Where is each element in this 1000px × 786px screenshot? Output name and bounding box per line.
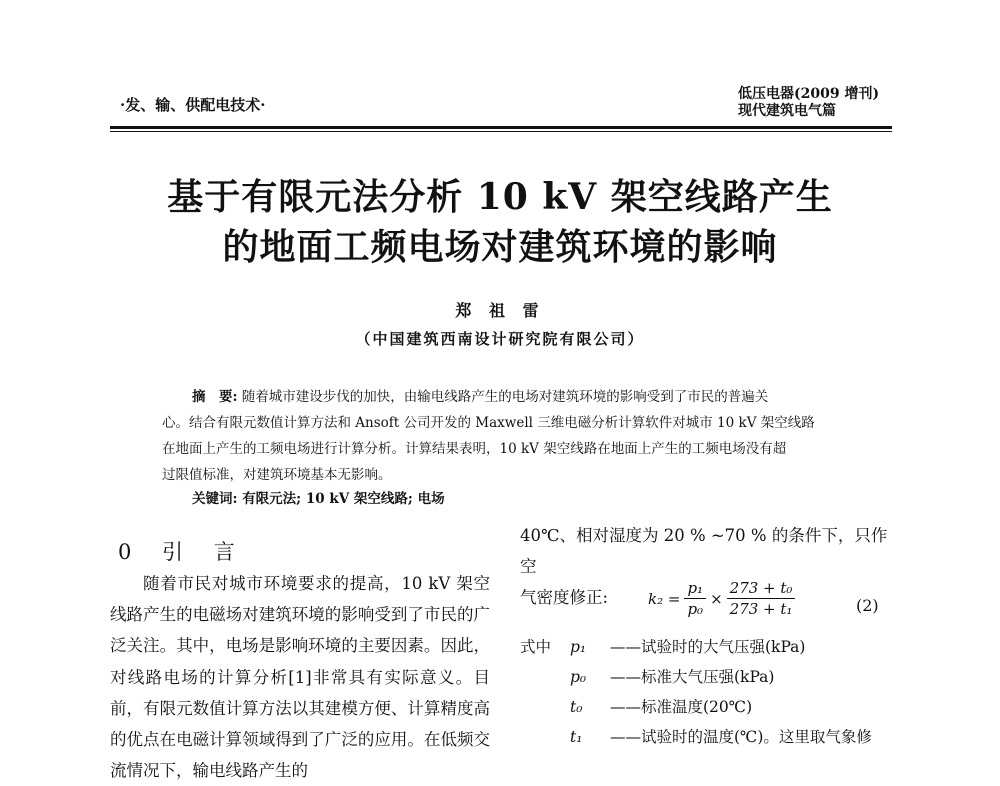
- fraction-pressure: [684, 578, 706, 619]
- definition-symbol: t₀: [570, 698, 583, 716]
- journal-info: [738, 86, 879, 120]
- variable-definitions: [520, 632, 872, 752]
- times-sign: ×: [710, 589, 723, 608]
- abstract-line-3: 在地面上产生的工频电场进行计算分析。计算结果表明，10 kV 架空线路在地面上产生的工频电场没有超: [162, 441, 787, 457]
- definition-row: [520, 632, 872, 662]
- definition-symbol: t₁: [570, 728, 583, 746]
- definition-text: ——标准温度(20℃): [610, 698, 753, 716]
- fraction-2-numerator: 273 + t₀: [727, 578, 796, 599]
- journal-issue: 低压电器(2009 增刊): [738, 86, 880, 102]
- journal-subtitle: 现代建筑电气篇: [738, 103, 836, 119]
- keywords-text: 有限元法; 10 kV 架空线路; 电场: [242, 491, 445, 507]
- definition-symbol: p₁: [570, 638, 587, 656]
- abstract-label: 摘 要:: [192, 389, 238, 405]
- definition-row: [520, 692, 872, 722]
- title-line-1: 基于有限元法分析 10 kV 架空线路产生: [167, 176, 833, 218]
- definition-row: [520, 662, 872, 692]
- author-name: 郑 祖 雷: [455, 301, 545, 320]
- definition-row: [520, 722, 872, 752]
- fraction-1-denominator: p₀: [687, 600, 704, 618]
- equation: [648, 578, 799, 619]
- definition-text: ——试验时的大气压强(kPa): [610, 638, 806, 656]
- equation-number: (2): [856, 596, 879, 615]
- abstract-line-1: 随着城市建设步伐的加快，由输电线路产生的电场对建筑环境的影响受到了市民的普遍关: [241, 389, 769, 405]
- author-affiliation: （中国建筑西南设计研究院有限公司）: [355, 330, 645, 348]
- keywords: [192, 487, 445, 507]
- section-heading: 0 引 言: [118, 540, 247, 564]
- journal-section-label: ·发、输、供配电技术·: [120, 96, 266, 114]
- title-line-2: 的地面工频电场对建筑环境的影响: [222, 226, 778, 268]
- header-rule-thick: [110, 126, 892, 129]
- fraction-1-numerator: p₁: [684, 578, 706, 599]
- definition-text: ——试验时的温度(℃)。这里取气象修: [610, 728, 872, 746]
- definition-text: ——标准大气压强(kPa): [610, 668, 775, 686]
- right-line-2: 气密度修正:: [520, 588, 609, 607]
- left-column: [110, 568, 490, 781]
- keywords-label: 关键词:: [192, 491, 238, 507]
- right-line-1: 40℃、相对湿度为 20 % ~70 % 的条件下，只作空: [520, 526, 888, 576]
- fraction-2-denominator: 273 + t₁: [729, 600, 793, 618]
- header-rule-thin: [110, 131, 892, 132]
- definition-symbol: p₀: [570, 668, 587, 686]
- abstract-line-4: 过限值标准，对建筑环境基本无影响。: [162, 467, 392, 483]
- abstract: [162, 384, 862, 488]
- equation-lhs: k₂ =: [648, 589, 681, 608]
- abstract-line-2: 心。结合有限元数值计算方法和 Ansoft 公司开发的 Maxwell 三维电磁分析计算软件对城市 10 kV 架空线路: [162, 415, 815, 431]
- intro-paragraph: 随着市民对城市环境要求的提高，10 kV 架空线路产生的电磁场对建筑环境的影响受到了市民的广泛关注。其中，电场是影响环境的主要因素。因此，对线路电场的计算分析[1]非常具有实际意义。目前，有限元数值计算方法以其建模方便、计算精度高的优点在电磁计算领域得到了广泛的应用。在低频交流情况下，输电线路产生的: [110, 574, 490, 781]
- paper-title: [100, 172, 900, 272]
- fraction-temperature: [727, 578, 796, 619]
- definitions-prefix: 式中: [520, 638, 552, 656]
